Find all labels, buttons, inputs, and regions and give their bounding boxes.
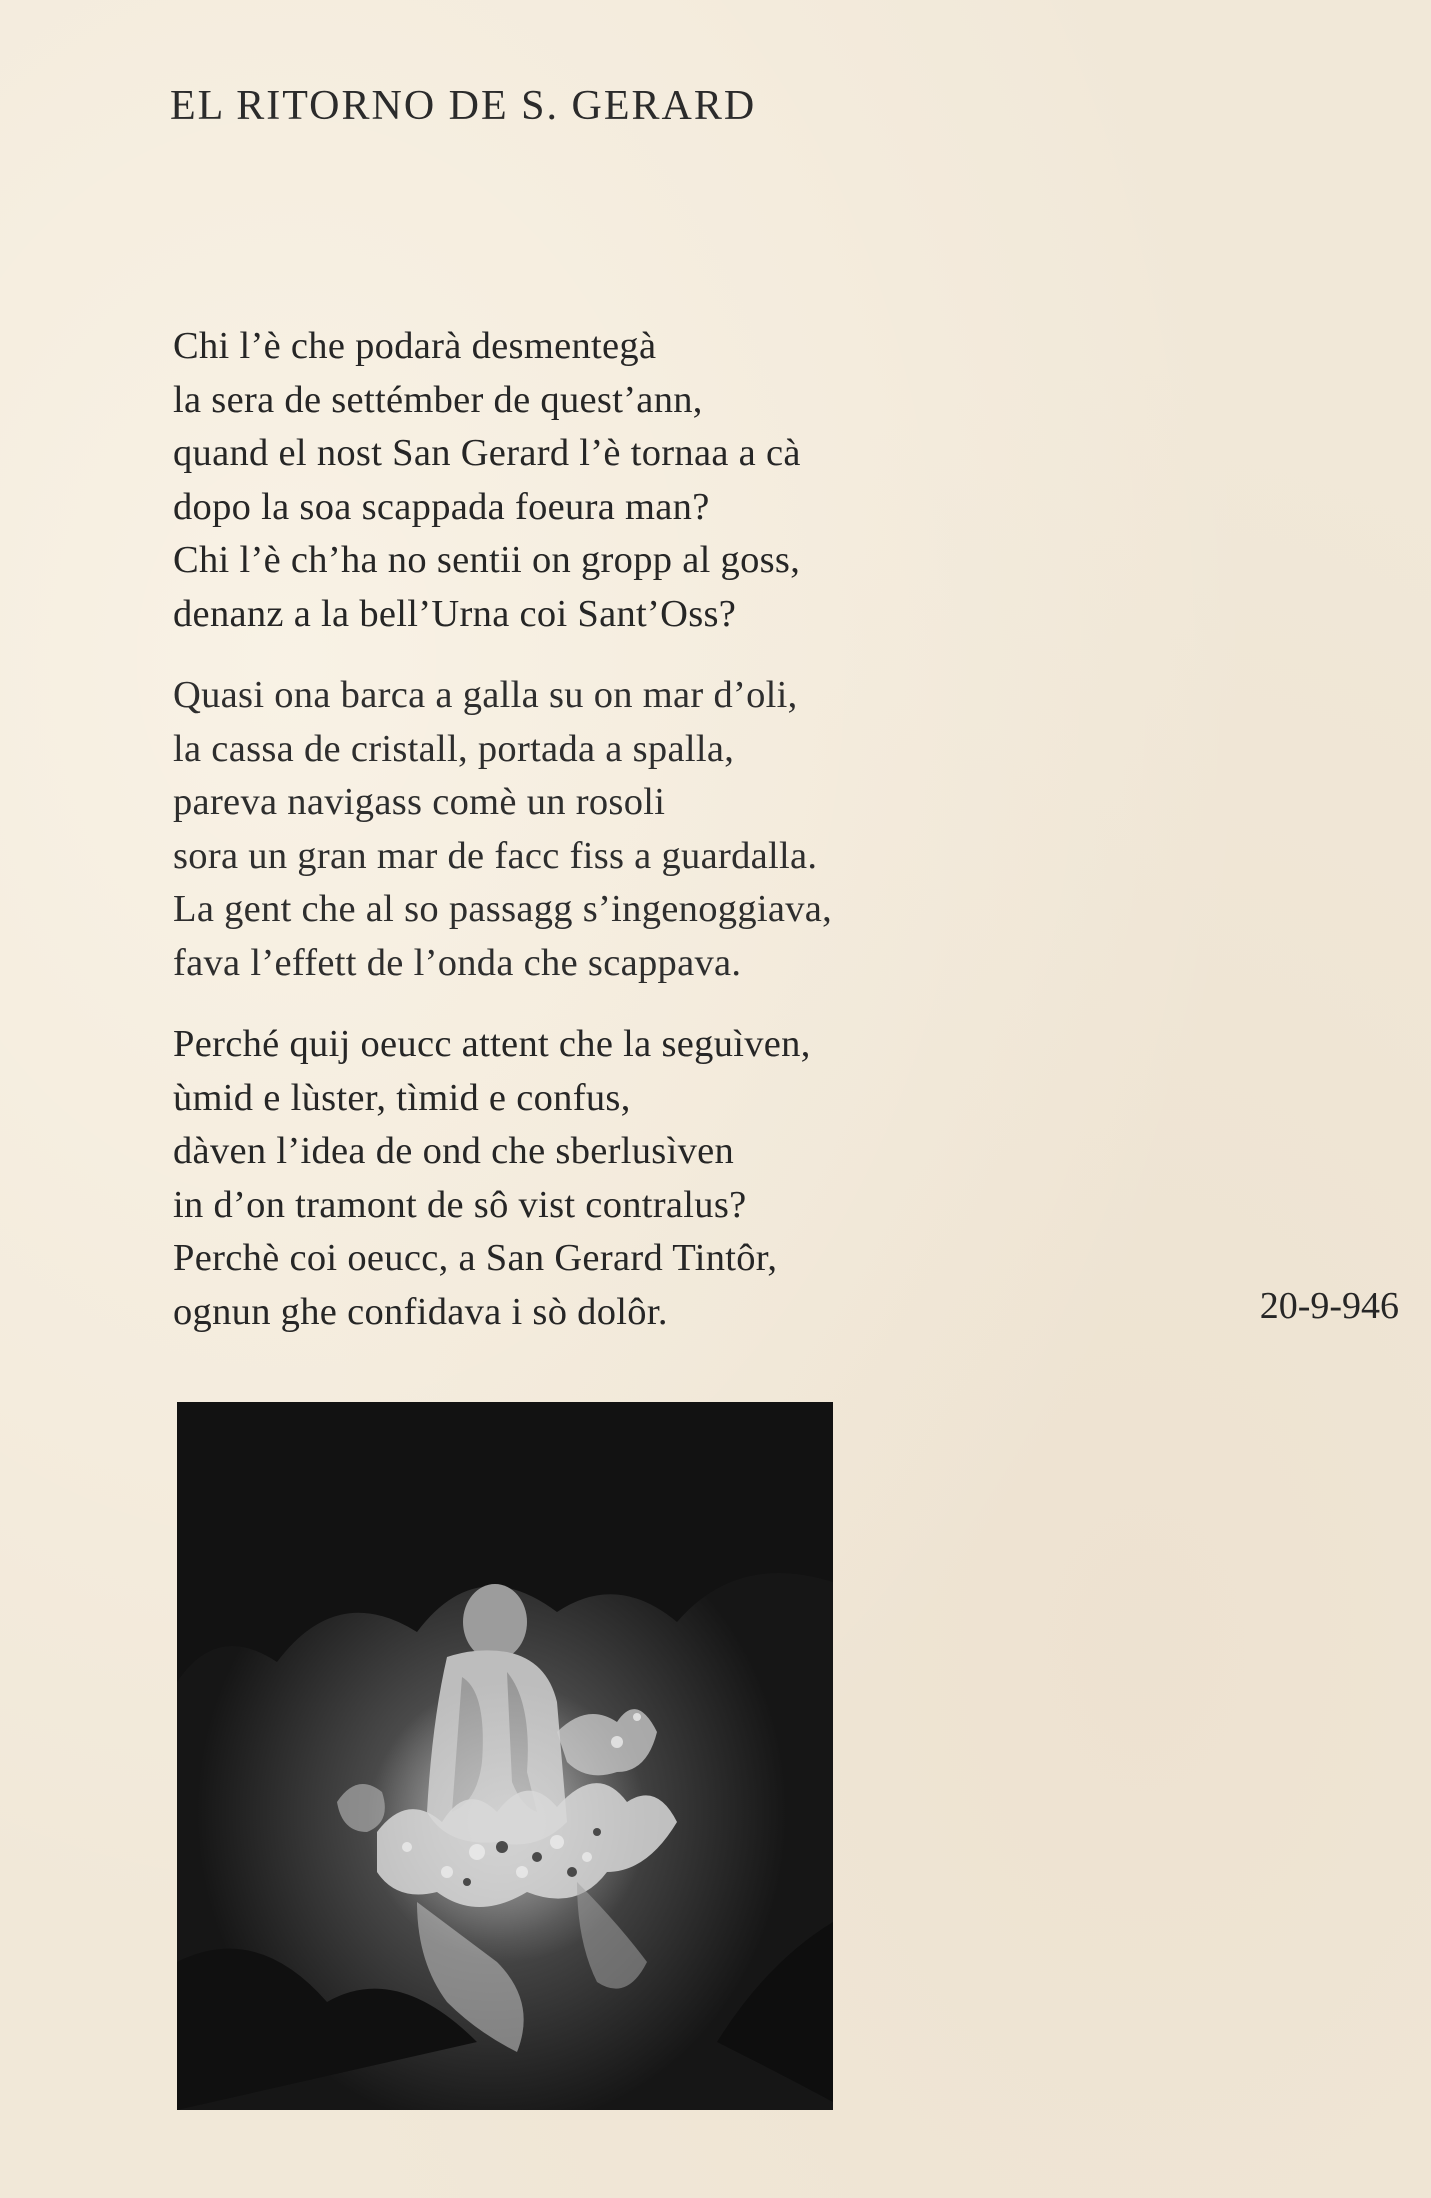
verse-line: dàven l’idea de ond che sberlusìven — [173, 1130, 735, 1172]
verse-line: Chi l’è ch’ha no sentii on gropp al goss, — [173, 539, 801, 581]
verse-line: in d’on tramont de sô vist contralus? — [173, 1183, 747, 1226]
verse-line: Perchè coi oeucc, a San Gerard Tintôr, — [173, 1237, 778, 1279]
stanza-1 — [173, 320, 801, 641]
poem-title: EL RITORNO DE S. GERARD — [170, 83, 757, 129]
verse-line: Quasi ona barca a galla su on mar d’oli, — [173, 674, 798, 716]
poem-date: 20-9-946 — [1259, 1285, 1399, 1327]
procession-photo — [177, 1402, 833, 2110]
verse-line: ognun ghe confidava i sò dolôr. — [173, 1290, 668, 1333]
verse-line: ùmid e lùster, tìmid e confus, — [173, 1076, 631, 1119]
verse-line: la cassa de cristall, portada a spalla, — [173, 727, 735, 770]
verse-line: Perché quij oeucc attent che la seguìven, — [173, 1023, 811, 1065]
verse-line: la sera de settémber de quest’ann, — [173, 378, 703, 421]
verse-line: sora un gran mar de facc fiss a guardalla. — [173, 834, 818, 877]
verse-line: denanz a la bell’Urna coi Sant’Oss? — [173, 592, 737, 635]
stanza-2 — [173, 669, 832, 990]
verse-line: pareva navigass comè un rosoli — [173, 781, 666, 823]
procession-photo-image — [177, 1402, 833, 2110]
verse-line: Chi l’è che podarà desmentegà — [173, 325, 657, 367]
verse-line: La gent che al so passagg s’ingenoggiava, — [173, 888, 833, 930]
verse-line: quand el nost San Gerard l’è tornaa a cà — [173, 432, 801, 474]
verse-line: fava l’effett de l’onda che scappava. — [173, 941, 742, 984]
verse-line: dopo la soa scappada foeura man? — [173, 485, 710, 528]
stanza-3 — [173, 1018, 811, 1339]
